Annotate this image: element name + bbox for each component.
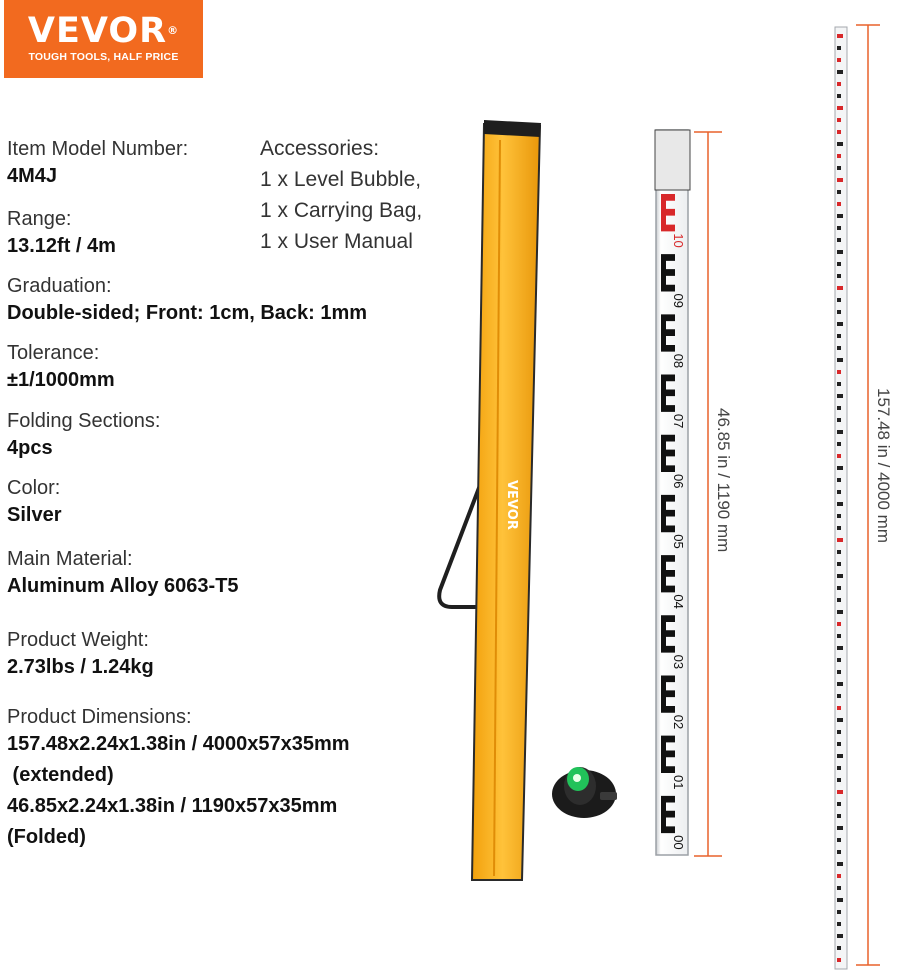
folded-rod-clamps	[655, 130, 690, 190]
extended-rod-tick	[837, 562, 841, 566]
extended-rod-tick	[837, 226, 841, 230]
extended-rod-tick	[837, 298, 841, 302]
extended-rod-tick	[837, 730, 841, 734]
extended-rod-tick	[837, 550, 841, 554]
extended-rod-tick	[837, 478, 841, 482]
spec-value: 46.85x2.24x1.38in / 1190x57x35mm	[7, 795, 338, 817]
rod-number-mark: 09	[671, 293, 686, 308]
extended-rod-tick	[837, 754, 843, 758]
rod-number-mark: 06	[671, 474, 686, 489]
extended-rod-tick	[837, 958, 841, 962]
extended-rod-tick	[837, 82, 841, 86]
logo-brand: VEVOR®	[27, 11, 180, 51]
extended-rod-tick	[837, 850, 841, 854]
folded-rod	[655, 130, 690, 855]
rod-e-mark	[661, 314, 675, 351]
accessory-item: 1 x Carrying Bag,	[260, 199, 423, 222]
spec-value: (extended)	[7, 764, 114, 786]
rod-e-mark	[661, 675, 675, 712]
rod-e-mark	[661, 615, 675, 652]
rod-number-mark: 05	[671, 534, 686, 549]
extended-rod-tick	[837, 718, 843, 722]
rod-e-mark	[661, 736, 675, 773]
extended-rod-tick	[837, 634, 841, 638]
extended-rod-tick	[837, 814, 841, 818]
extended-rod-tick	[837, 334, 841, 338]
rod-e-mark	[661, 495, 675, 532]
spec-label: Range:	[7, 208, 72, 230]
extended-rod-tick	[837, 250, 843, 254]
extended-rod-tick	[837, 526, 841, 530]
extended-rod-tick	[837, 874, 841, 878]
extended-rod-tick	[837, 358, 843, 362]
spec-value: 13.12ft / 4m	[7, 235, 116, 257]
extended-rod-tick	[837, 658, 841, 662]
extended-rod-tick	[837, 418, 841, 422]
rod-number-mark: 02	[671, 714, 686, 730]
extended-rod-tick	[837, 502, 843, 506]
extended-rod-tick	[837, 106, 843, 110]
spec-value: Aluminum Alloy 6063-T5	[7, 575, 239, 597]
extended-rod-tick	[837, 94, 841, 98]
extended-rod-tick	[837, 946, 841, 950]
level-bubble	[552, 767, 617, 818]
extended-rod-tick	[837, 190, 841, 194]
extended-rod-tick	[837, 490, 841, 494]
folded-dimension-label: 46.85 in / 1190 mm	[714, 408, 733, 553]
spec-label: Graduation:	[7, 275, 112, 297]
extended-dimension-label: 157.48 in / 4000 mm	[874, 388, 893, 543]
extended-rod-tick	[837, 262, 841, 266]
rod-number-mark: 01	[671, 774, 686, 790]
spec-value: ±1/1000mm	[7, 369, 115, 391]
extended-rod-tick	[837, 406, 841, 410]
spec-label: Color:	[7, 477, 61, 499]
rod-number-mark: 07	[671, 413, 686, 429]
extended-rod-tick	[837, 442, 841, 446]
extended-rod-tick	[837, 346, 841, 350]
extended-rod-tick	[837, 202, 841, 206]
extended-rod-tick	[837, 238, 841, 242]
accessories-title: Accessories:	[260, 137, 380, 160]
bubble-clip	[600, 792, 617, 800]
extended-rod-tick	[837, 670, 841, 674]
extended-rod-tick	[837, 454, 841, 458]
extended-rod-tick	[837, 130, 841, 134]
extended-rod-tick	[837, 586, 841, 590]
extended-rod-tick	[837, 886, 841, 890]
spec-label: Folding Sections:	[7, 410, 161, 432]
extended-rod-tick	[837, 826, 843, 830]
extended-rod-tick	[837, 382, 841, 386]
extended-rod-tick	[837, 166, 841, 170]
extended-rod-tick	[837, 802, 841, 806]
spec-value: 4pcs	[7, 437, 53, 459]
extended-rod-tick	[837, 154, 841, 158]
extended-rod-tick	[837, 766, 841, 770]
extended-rod-tick	[837, 706, 841, 710]
extended-rod-tick	[837, 274, 841, 278]
extended-rod-tick	[837, 46, 841, 50]
rod-e-mark	[661, 194, 675, 231]
accessory-item: 1 x User Manual	[260, 230, 413, 253]
extended-rod-tick	[837, 862, 843, 866]
rod-e-mark	[661, 796, 675, 833]
extended-rod-tick	[837, 574, 843, 578]
extended-rod-tick	[837, 322, 843, 326]
spec-label: Tolerance:	[7, 342, 100, 364]
extended-rod	[835, 27, 847, 969]
spec-value: Double-sided; Front: 1cm, Back: 1mm	[7, 302, 368, 324]
extended-rod-tick	[837, 310, 841, 314]
rod-number-mark: 10	[671, 233, 686, 248]
spec-value: 4M4J	[7, 165, 58, 187]
rod-number-mark: 00	[671, 835, 686, 850]
rod-e-mark	[661, 435, 675, 472]
extended-rod-tick	[837, 214, 843, 218]
extended-rod-tick	[837, 742, 841, 746]
extended-rod-tick	[837, 922, 841, 926]
extended-rod-tick	[837, 514, 841, 518]
carrying-bag	[439, 120, 541, 880]
extended-rod-tick	[837, 622, 841, 626]
extended-rod-tick	[837, 466, 843, 470]
spec-label: Main Material:	[7, 548, 133, 570]
extended-rod-tick	[837, 790, 843, 794]
extended-rod-tick	[837, 934, 843, 938]
rod-e-mark	[661, 254, 675, 291]
rod-number-mark: 08	[671, 353, 686, 369]
extended-rod-tick	[837, 694, 841, 698]
logo-tagline: TOUGH TOOLS, HALF PRICE	[28, 51, 179, 63]
rod-number-mark: 04	[671, 594, 686, 609]
spec-value: (Folded)	[7, 826, 86, 848]
extended-rod-tick	[837, 646, 843, 650]
extended-rod-tick	[837, 394, 843, 398]
bubble-dot	[573, 774, 581, 782]
extended-rod-tick	[837, 430, 843, 434]
extended-rod-tick	[837, 58, 841, 62]
extended-rod-tick	[837, 178, 843, 182]
spec-label: Item Model Number:	[7, 138, 189, 160]
spec-value: 2.73lbs / 1.24kg	[7, 656, 154, 678]
spec-label: Product Dimensions:	[7, 706, 192, 728]
bag-top-cap	[484, 120, 541, 137]
spec-value: 157.48x2.24x1.38in / 4000x57x35mm	[7, 733, 350, 755]
extended-rod-tick	[837, 370, 841, 374]
spec-label: Product Weight:	[7, 629, 149, 651]
extended-rod-tick	[837, 70, 843, 74]
extended-rod-tick	[837, 898, 843, 902]
extended-rod-tick	[837, 682, 843, 686]
spec-value: Silver	[7, 504, 62, 526]
rod-number-mark: 03	[671, 654, 686, 670]
extended-rod-tick	[837, 610, 843, 614]
extended-rod-tick	[837, 910, 841, 914]
extended-rod-tick	[837, 778, 841, 782]
extended-rod-tick	[837, 34, 843, 38]
extended-rod-tick	[837, 142, 843, 146]
bag-print: VEVOR	[504, 480, 519, 530]
rod-e-mark	[661, 375, 675, 412]
extended-rod-tick	[837, 118, 841, 122]
extended-rod-tick	[837, 838, 841, 842]
extended-rod-tick	[837, 286, 843, 290]
rod-e-mark	[661, 555, 675, 592]
extended-rod-tick	[837, 538, 843, 542]
accessory-item: 1 x Level Bubble,	[260, 168, 422, 191]
extended-rod-tick	[837, 598, 841, 602]
